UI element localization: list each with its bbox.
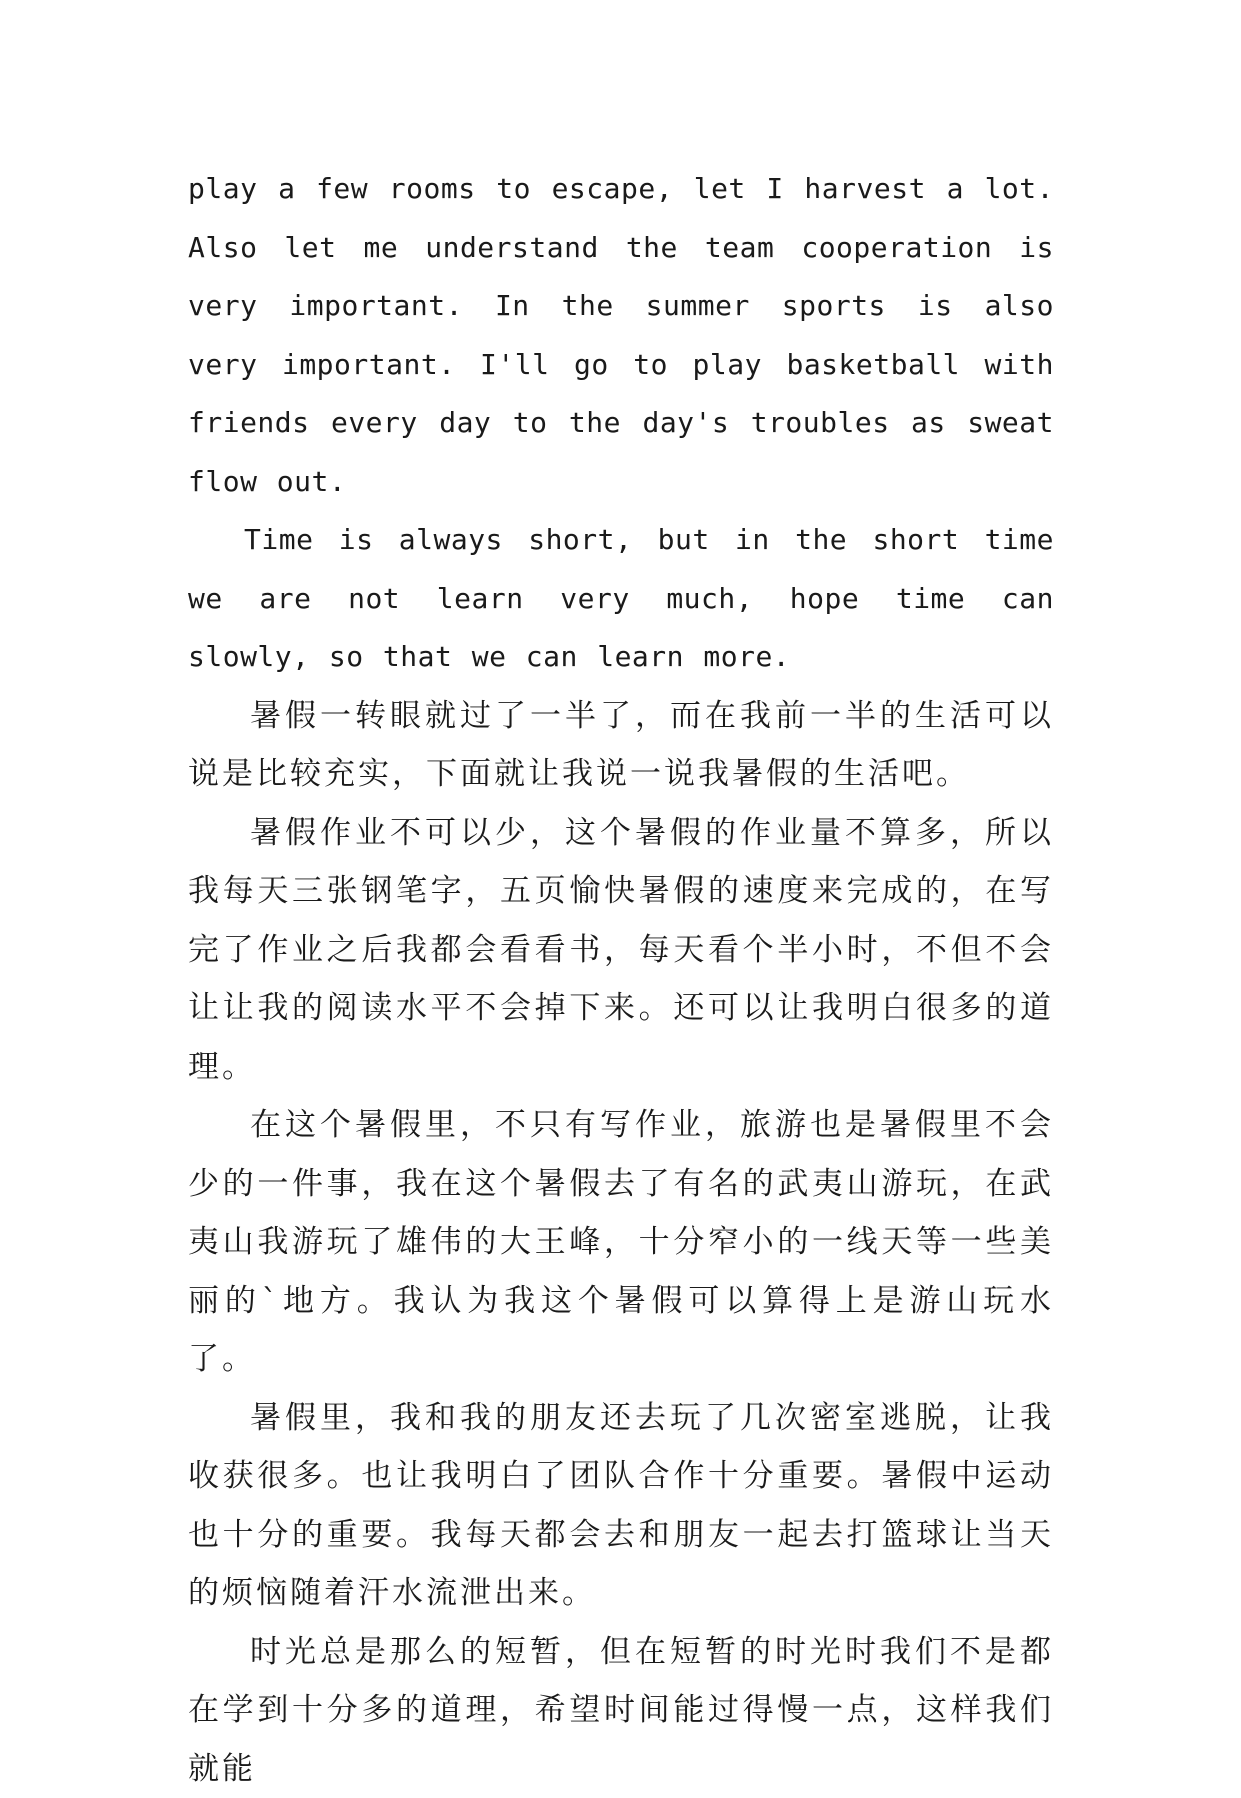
paragraph-chinese-3: 在这个暑假里，不只有写作业，旅游也是暑假里不会少的一件事，我在这个暑假去了有名的武夷山游玩，在武夷山我游玩了雄伟的大王峰，十分窄小的一线天等一些美丽的`地方。我认为我这个暑假可以算得上是游山玩水了。 <box>188 1096 1054 1389</box>
paragraph-english-2: Time is always short, but in the short time we are not learn very much, hope time can slowly, so that we can learn more. <box>188 511 1054 687</box>
paragraph-chinese-5: 时光总是那么的短暂，但在短暂的时光时我们不是都在学到十分多的道理，希望时间能过得慢一点，这样我们就能 <box>188 1623 1054 1798</box>
paragraph-english-1: play a few rooms to escape, let I harvest a lot. Also let me understand the team cooperation is very important. In the summer sports is also very important. I'll go to play basketball with friends every day to the day's troubles as sweat flow out. <box>188 160 1054 511</box>
body-text <box>188 160 1054 1798</box>
paragraph-chinese-2: 暑假作业不可以少，这个暑假的作业量不算多，所以我每天三张钢笔字，五页愉快暑假的速度来完成的，在写完了作业之后我都会看看书，每天看个半小时，不但不会让让我的阅读水平不会掉下来。还可以让我明白很多的道理。 <box>188 804 1054 1097</box>
paragraph-chinese-4: 暑假里，我和我的朋友还去玩了几次密室逃脱，让我收获很多。也让我明白了团队合作十分重要。暑假中运动也十分的重要。我每天都会去和朋友一起去打篮球让当天的烦恼随着汗水流泄出来。 <box>188 1389 1054 1623</box>
paragraph-chinese-1: 暑假一转眼就过了一半了，而在我前一半的生活可以说是比较充实，下面就让我说一说我暑假的生活吧。 <box>188 687 1054 804</box>
